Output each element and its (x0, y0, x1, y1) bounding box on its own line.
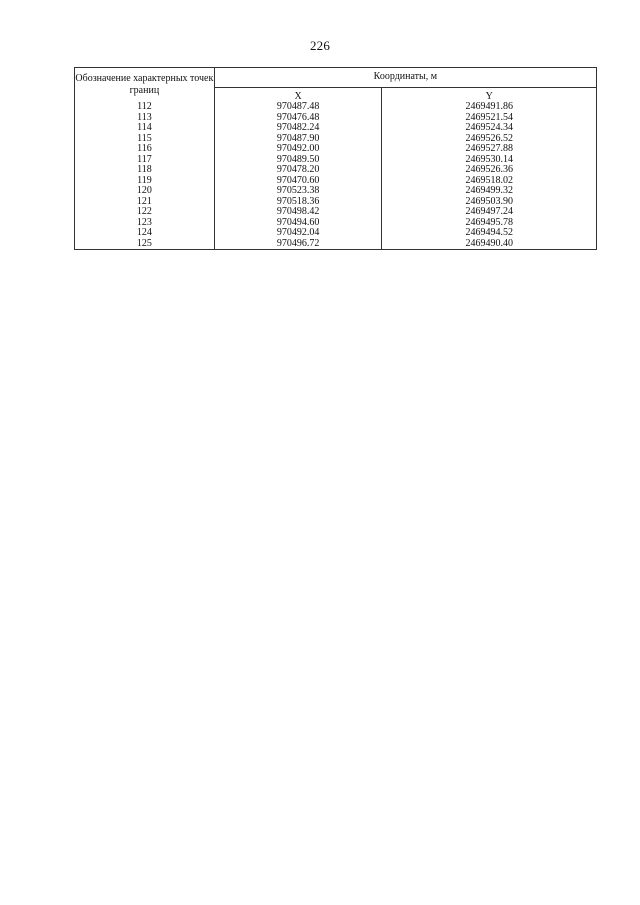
y-cell: 2469503.90 (382, 197, 597, 208)
y-column-header: Y (382, 88, 597, 103)
point-cell: 121 (75, 197, 215, 208)
x-cell: 970476.48 (214, 113, 382, 124)
point-cell: 120 (75, 186, 215, 197)
point-cell: 125 (75, 239, 215, 250)
point-cell: 119 (75, 176, 215, 187)
point-cell: 116 (75, 144, 215, 155)
point-cell: 112 (75, 102, 215, 113)
y-cell: 2469521.54 (382, 113, 597, 124)
y-cell: 2469530.14 (382, 155, 597, 166)
table-row (75, 165, 597, 176)
x-cell: 970478.20 (214, 165, 382, 176)
y-cell: 2469524.34 (382, 123, 597, 134)
point-cell: 113 (75, 113, 215, 124)
y-cell: 2469526.36 (382, 165, 597, 176)
x-cell: 970494.60 (214, 218, 382, 229)
page-number: 226 (309, 38, 331, 53)
table-row (75, 134, 597, 145)
point-cell: 114 (75, 123, 215, 134)
point-column-header: Обозначение характерных точек границ (75, 68, 215, 103)
coordinates-column-header: Координаты, м (214, 68, 596, 88)
table-body (75, 102, 597, 250)
point-cell: 115 (75, 134, 215, 145)
x-cell: 970496.72 (214, 239, 382, 250)
table-row (75, 113, 597, 124)
x-cell: 970492.00 (214, 144, 382, 155)
y-cell: 2469491.86 (382, 102, 597, 113)
table-row (75, 218, 597, 229)
table-row (75, 155, 597, 166)
table-row (75, 102, 597, 113)
y-cell: 2469490.40 (382, 239, 597, 250)
table-row (75, 144, 597, 155)
x-cell: 970487.90 (214, 134, 382, 145)
x-cell: 970518.36 (214, 197, 382, 208)
x-cell: 970470.60 (214, 176, 382, 187)
point-cell: 124 (75, 228, 215, 239)
x-cell: 970489.50 (214, 155, 382, 166)
y-cell: 2469518.02 (382, 176, 597, 187)
table-row (75, 228, 597, 239)
table-row (75, 239, 597, 250)
y-cell: 2469495.78 (382, 218, 597, 229)
table-row (75, 176, 597, 187)
table-header (75, 68, 597, 103)
y-cell: 2469494.52 (382, 228, 597, 239)
x-cell: 970523.38 (214, 186, 382, 197)
point-cell: 118 (75, 165, 215, 176)
table-row (75, 207, 597, 218)
y-cell: 2469527.88 (382, 144, 597, 155)
table-row (75, 186, 597, 197)
table-row (75, 123, 597, 134)
point-cell: 123 (75, 218, 215, 229)
y-cell: 2469526.52 (382, 134, 597, 145)
x-cell: 970482.24 (214, 123, 382, 134)
point-cell: 122 (75, 207, 215, 218)
x-cell: 970492.04 (214, 228, 382, 239)
x-cell: 970487.48 (214, 102, 382, 113)
y-cell: 2469499.32 (382, 186, 597, 197)
y-cell: 2469497.24 (382, 207, 597, 218)
x-column-header: X (214, 88, 382, 103)
point-cell: 117 (75, 155, 215, 166)
x-cell: 970498.42 (214, 207, 382, 218)
table-row (75, 197, 597, 208)
coordinates-table (74, 67, 597, 250)
